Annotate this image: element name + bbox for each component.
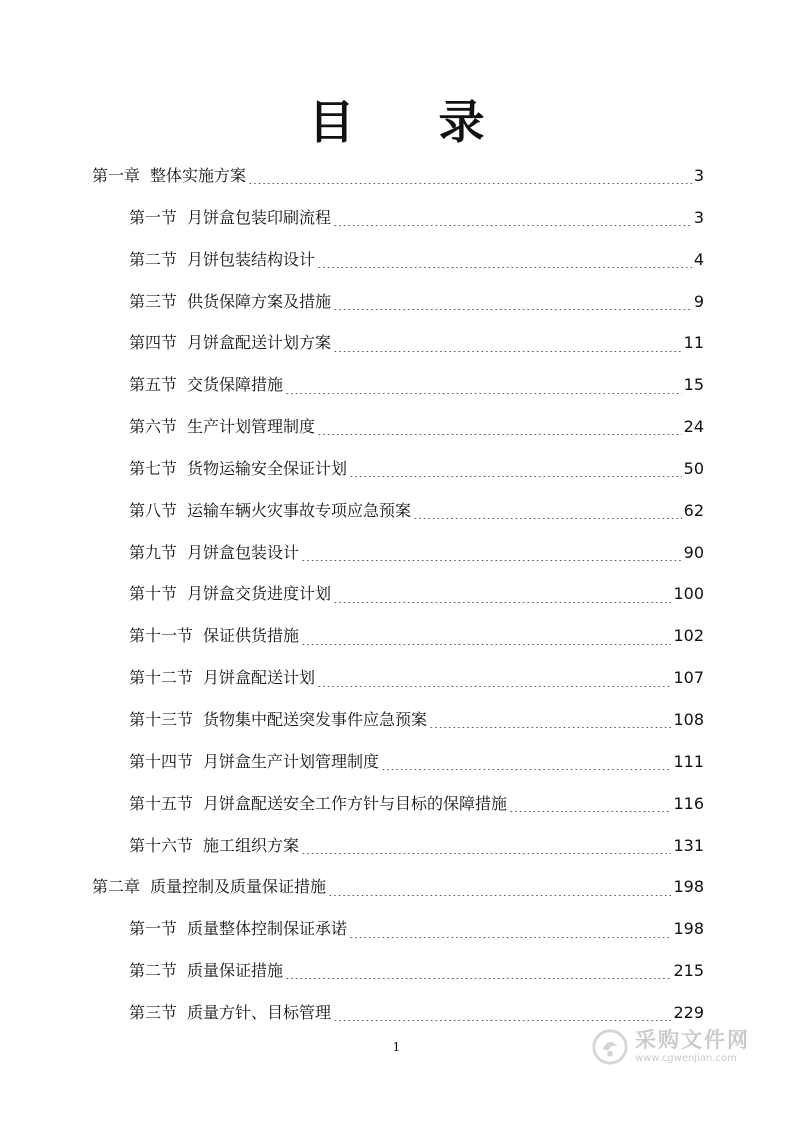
toc-entry-page: 198 xyxy=(673,877,704,897)
toc-entry-page: 102 xyxy=(673,626,704,646)
dot-leader xyxy=(429,727,671,728)
toc-entry-title: 月饼盒交货进度计划 xyxy=(187,584,332,604)
dot-leader xyxy=(333,351,682,352)
toc-entry-page: 131 xyxy=(673,835,704,855)
toc-entry-number: 第二节 xyxy=(129,961,178,981)
toc-entry-number: 第九节 xyxy=(129,542,178,562)
table-of-contents xyxy=(92,155,704,1034)
toc-section-entry[interactable] xyxy=(92,239,704,281)
toc-entry-number: 第八节 xyxy=(129,500,178,520)
toc-entry-page: 116 xyxy=(673,793,704,813)
dot-leader xyxy=(317,434,682,435)
toc-entry-page: 108 xyxy=(673,709,704,729)
dot-leader xyxy=(349,937,671,938)
dot-leader xyxy=(349,476,682,477)
toc-section-entry[interactable] xyxy=(92,532,704,574)
dot-leader xyxy=(317,267,692,268)
dot-leader xyxy=(333,602,671,603)
toc-entry-page: 62 xyxy=(683,500,704,520)
toc-entry-title: 施工组织方案 xyxy=(203,835,300,855)
toc-entry-page: 111 xyxy=(673,751,704,771)
toc-entry-label xyxy=(129,657,315,699)
toc-entry-page: 198 xyxy=(673,919,704,939)
toc-entry-label xyxy=(129,783,507,825)
toc-section-entry[interactable] xyxy=(92,448,704,490)
dot-leader xyxy=(413,518,682,519)
toc-entry-number: 第十一节 xyxy=(129,626,194,646)
toc-entry-page: 229 xyxy=(673,1002,704,1022)
toc-entry-page: 107 xyxy=(673,668,704,688)
toc-entry-number: 第三节 xyxy=(129,1002,178,1022)
toc-entry-page: 50 xyxy=(683,458,704,478)
toc-entry-label xyxy=(129,490,411,532)
dot-leader xyxy=(285,393,682,394)
toc-entry-title: 保证供货措施 xyxy=(203,626,300,646)
toc-entry-number: 第十三节 xyxy=(129,709,194,729)
toc-entry-title: 月饼盒包装设计 xyxy=(187,542,300,562)
dot-leader xyxy=(328,895,671,896)
toc-entry-title: 质量整体控制保证承诺 xyxy=(187,919,348,939)
toc-entry-number: 第十节 xyxy=(129,584,178,604)
toc-entry-title: 运输车辆火灾事故专项应急预案 xyxy=(187,500,412,520)
toc-section-entry[interactable] xyxy=(92,615,704,657)
toc-entry-number: 第十五节 xyxy=(129,793,194,813)
dot-leader xyxy=(301,853,671,854)
toc-entry-page: 3 xyxy=(693,166,704,185)
dot-leader xyxy=(285,978,671,979)
toc-entry-label xyxy=(92,155,246,197)
toc-entry-page: 15 xyxy=(683,375,704,395)
toc-entry-label xyxy=(129,364,283,406)
toc-entry-number: 第十四节 xyxy=(129,751,194,771)
toc-entry-label xyxy=(129,448,347,490)
toc-entry-label xyxy=(92,866,326,908)
watermark-url: www.cgwenjian.com xyxy=(635,1053,737,1064)
toc-entry-title: 货物集中配送突发事件应急预案 xyxy=(203,709,428,729)
dot-leader xyxy=(301,644,671,645)
toc-entry-title: 质量方针、目标管理 xyxy=(187,1002,332,1022)
toc-section-entry[interactable] xyxy=(92,950,704,992)
toc-section-entry[interactable] xyxy=(92,197,704,239)
toc-section-entry[interactable] xyxy=(92,825,704,867)
cgwenjian-logo-icon xyxy=(591,1028,629,1066)
toc-entry-title: 月饼盒包装印刷流程 xyxy=(187,207,332,227)
toc-entry-label xyxy=(129,573,331,615)
toc-entry-title: 质量控制及质量保证措施 xyxy=(150,877,327,897)
toc-entry-page: 11 xyxy=(683,333,704,353)
toc-section-entry[interactable] xyxy=(92,406,704,448)
toc-entry-title: 整体实施方案 xyxy=(150,166,247,185)
toc-section-entry[interactable] xyxy=(92,281,704,323)
toc-entry-label xyxy=(129,825,299,867)
toc-entry-label xyxy=(129,532,299,574)
dot-leader xyxy=(301,560,682,561)
toc-entry-number: 第一节 xyxy=(129,919,178,939)
toc-entry-label xyxy=(129,741,379,783)
toc-section-entry[interactable] xyxy=(92,364,704,406)
toc-entry-page: 3 xyxy=(693,207,704,227)
toc-entry-number: 第二节 xyxy=(129,249,178,269)
toc-entry-title: 交货保障措施 xyxy=(187,375,284,395)
dot-leader xyxy=(381,769,671,770)
toc-entry-page: 4 xyxy=(693,249,704,269)
toc-entry-page: 215 xyxy=(673,961,704,981)
toc-entry-label xyxy=(129,406,315,448)
dot-leader xyxy=(333,309,692,310)
toc-entry-number: 第十六节 xyxy=(129,835,194,855)
toc-entry-number: 第一节 xyxy=(129,207,178,227)
toc-entry-label xyxy=(129,908,347,950)
page-number: 1 xyxy=(392,1040,401,1054)
toc-entry-title: 质量保证措施 xyxy=(187,961,284,981)
dot-leader xyxy=(317,686,671,687)
toc-entry-number: 第二章 xyxy=(92,877,141,897)
toc-entry-label xyxy=(129,699,427,741)
dot-leader xyxy=(509,811,671,812)
toc-section-entry[interactable] xyxy=(92,573,704,615)
watermark xyxy=(591,1028,750,1066)
toc-entry-page: 9 xyxy=(693,291,704,311)
toc-entry-title: 月饼盒配送计划方案 xyxy=(187,333,332,353)
toc-section-entry[interactable] xyxy=(92,699,704,741)
toc-entry-label xyxy=(129,992,331,1034)
toc-section-entry[interactable] xyxy=(92,741,704,783)
toc-entry-label xyxy=(129,239,315,281)
dot-leader xyxy=(333,1020,671,1021)
toc-entry-label xyxy=(129,281,331,323)
toc-entry-page: 90 xyxy=(683,542,704,562)
toc-section-entry[interactable] xyxy=(92,322,704,364)
toc-entry-page: 24 xyxy=(683,417,704,437)
toc-entry-number: 第一章 xyxy=(92,166,141,185)
toc-entry-title: 供货保障方案及措施 xyxy=(187,291,332,311)
dot-leader xyxy=(333,225,692,226)
toc-section-entry[interactable] xyxy=(92,490,704,532)
toc-entry-label xyxy=(129,615,299,657)
toc-entry-label xyxy=(129,197,331,239)
toc-entry-title: 生产计划管理制度 xyxy=(187,417,316,437)
toc-entry-title: 月饼盒配送计划 xyxy=(203,668,316,688)
toc-section-entry[interactable] xyxy=(92,657,704,699)
toc-entry-title: 月饼包装结构设计 xyxy=(187,249,316,269)
toc-chapter-entry[interactable] xyxy=(92,155,704,197)
toc-entry-label xyxy=(129,950,283,992)
toc-entry-number: 第五节 xyxy=(129,375,178,395)
toc-entry-number: 第六节 xyxy=(129,417,178,437)
toc-entry-number: 第十二节 xyxy=(129,668,194,688)
toc-chapter-entry[interactable] xyxy=(92,866,704,908)
toc-section-entry[interactable] xyxy=(92,908,704,950)
dot-leader xyxy=(248,183,692,184)
toc-entry-number: 第四节 xyxy=(129,333,178,353)
page-title: 目 录 xyxy=(308,95,519,149)
toc-entry-title: 货物运输安全保证计划 xyxy=(187,458,348,478)
watermark-name: 采购文件网 xyxy=(635,1028,750,1052)
toc-section-entry[interactable] xyxy=(92,783,704,825)
toc-entry-number: 第三节 xyxy=(129,291,178,311)
toc-entry-page: 100 xyxy=(673,584,704,604)
toc-entry-number: 第七节 xyxy=(129,458,178,478)
toc-entry-title: 月饼盒生产计划管理制度 xyxy=(203,751,380,771)
toc-entry-title: 月饼盒配送安全工作方针与目标的保障措施 xyxy=(203,793,508,813)
toc-entry-label xyxy=(129,322,331,364)
